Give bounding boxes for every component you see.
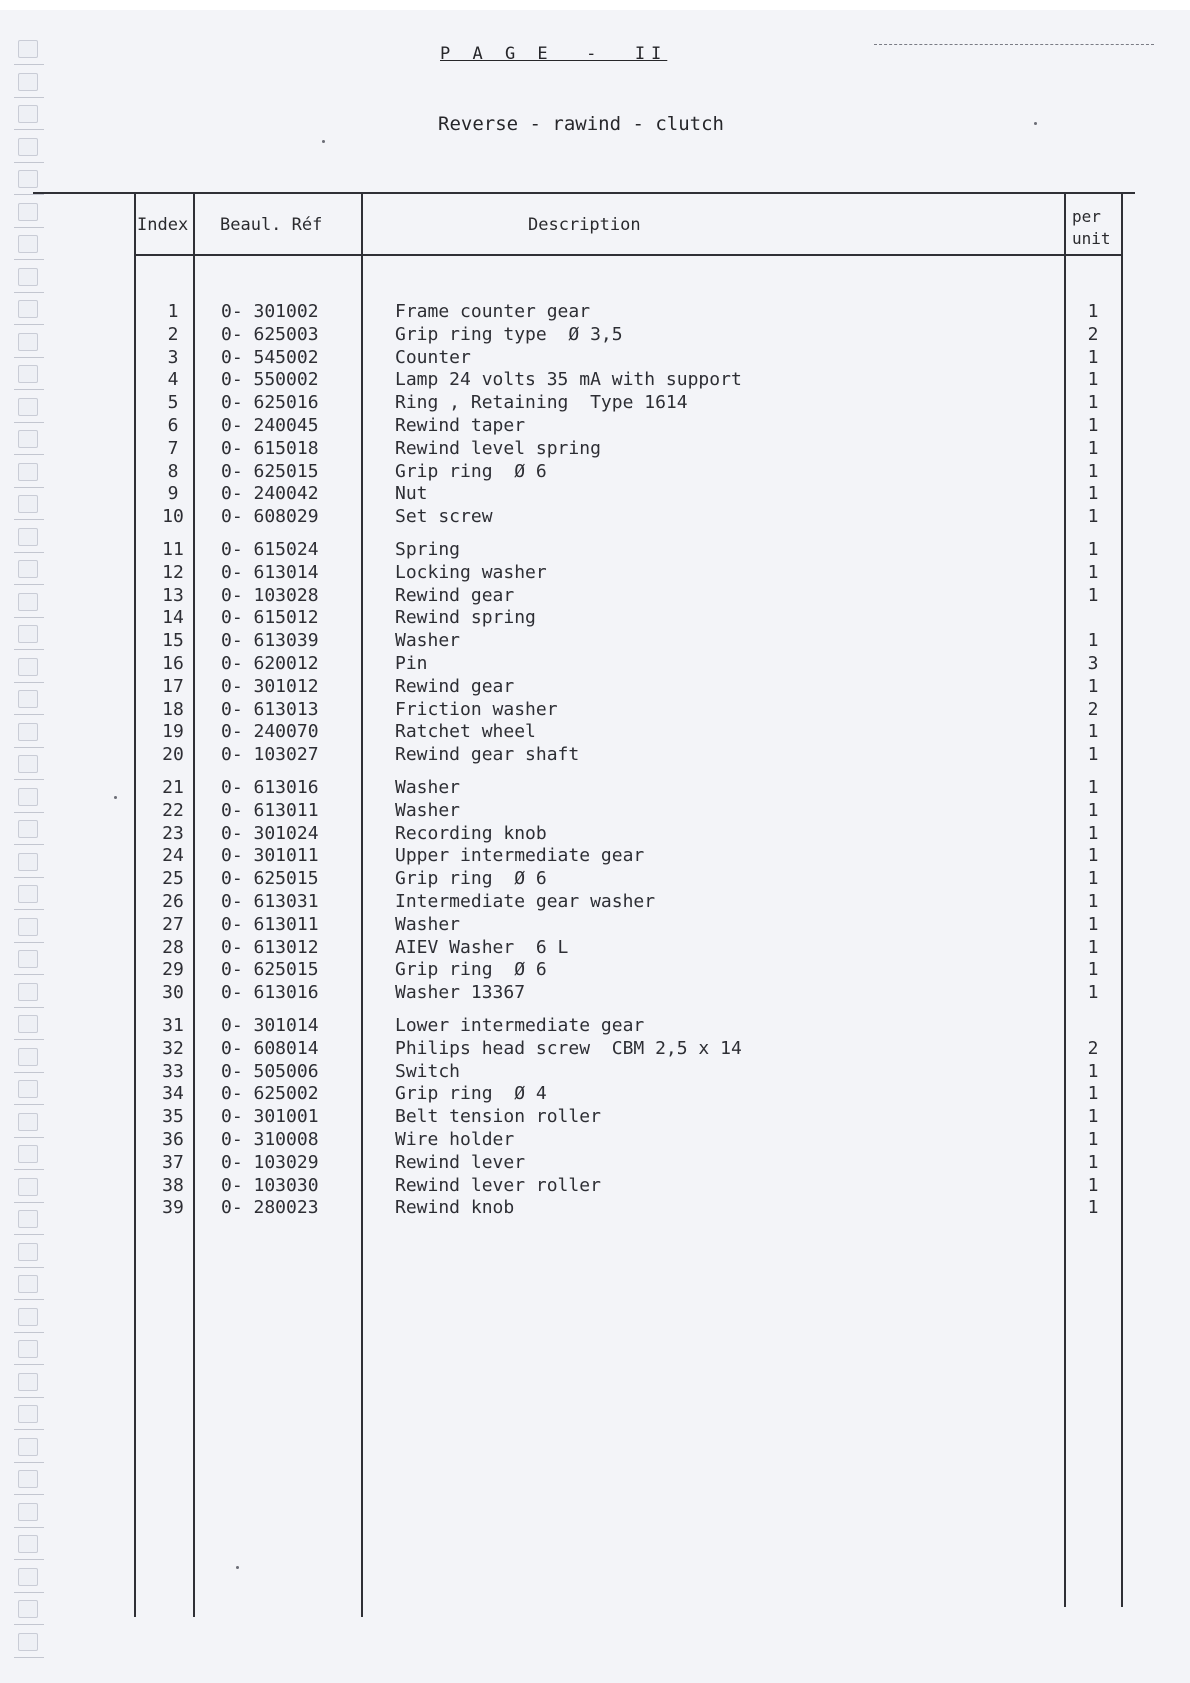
row-qty: 1 (1087, 1129, 1099, 1150)
row-description: Washer (395, 799, 461, 821)
binder-hole (18, 300, 38, 318)
binder-tick (14, 747, 44, 748)
binder-hole (18, 1340, 38, 1358)
row-index: 13 (162, 584, 184, 606)
binder-tick (14, 617, 44, 618)
binder-hole (18, 235, 38, 253)
row-ref: 0- 301011 (221, 845, 319, 867)
row-qty: 1 (1087, 936, 1099, 958)
binder-hole (18, 73, 38, 91)
row-index: 22 (162, 799, 184, 821)
row-ref: 0- 625015 (221, 959, 319, 981)
row-qty: 2 (1087, 1037, 1099, 1059)
row-ref: 0- 545002 (221, 346, 319, 368)
row-description: Washer (395, 630, 461, 652)
binder-tick (14, 1397, 44, 1398)
binder-tick (14, 1104, 44, 1105)
binder-tick (14, 812, 44, 813)
row-qty: 1 (1087, 301, 1099, 322)
row-ref: 0- 613011 (221, 799, 319, 821)
row-description: Lamp 24 volts 35 mA with support (395, 369, 742, 391)
row-ref: 0- 103030 (221, 1174, 319, 1196)
binder-hole (18, 723, 38, 741)
binder-tick (14, 974, 44, 975)
binder-hole (18, 885, 38, 903)
binder-tick (14, 259, 44, 260)
binder-tick (14, 97, 44, 98)
binder-hole (18, 918, 38, 936)
row-ref: 0- 625002 (221, 1083, 319, 1105)
binder-hole (18, 1308, 38, 1326)
row-description: Switch (395, 1060, 461, 1082)
row-qty: 1 (1087, 868, 1099, 890)
row-qty: 1 (1087, 1174, 1099, 1196)
row-ref: 0- 608014 (221, 1037, 319, 1059)
binder-tick (14, 324, 44, 325)
binder-tick (14, 454, 44, 455)
binder-tick (14, 389, 44, 390)
binder-tick (14, 1267, 44, 1268)
row-index: 5 (167, 392, 179, 414)
row-qty: 1 (1087, 506, 1099, 528)
row-qty: 1 (1087, 744, 1099, 766)
row-ref: 0- 301001 (221, 1106, 319, 1128)
row-qty: 1 (1087, 437, 1099, 459)
binder-tick (14, 1624, 44, 1625)
row-description: Recording knob (395, 822, 547, 844)
binder-hole (18, 40, 38, 58)
row-ref: 0- 301014 (221, 1015, 319, 1036)
row-index: 6 (167, 415, 179, 436)
binder-hole (18, 495, 38, 513)
section-title: Reverse - rawind - clutch (438, 113, 724, 135)
binder-tick (14, 162, 44, 163)
row-index: 11 (162, 539, 184, 560)
binder-tick (14, 487, 44, 488)
row-index: 18 (162, 698, 184, 720)
row-index: 37 (162, 1151, 184, 1173)
row-qty: 2 (1087, 698, 1099, 720)
binder-hole (18, 170, 38, 188)
header-per-unit-line1: per (1072, 207, 1101, 226)
row-ref: 0- 615012 (221, 607, 319, 629)
row-qty: 1 (1087, 675, 1099, 697)
row-ref: 0- 301024 (221, 822, 319, 844)
row-index: 16 (162, 653, 184, 674)
binder-tick (14, 714, 44, 715)
row-index: 38 (162, 1174, 184, 1196)
binder-hole (18, 365, 38, 383)
binder-tick (14, 844, 44, 845)
row-ref: 0- 613039 (221, 630, 319, 652)
binder-hole (18, 950, 38, 968)
row-description: Grip ring Ø 6 (395, 868, 547, 890)
binder-hole (18, 593, 38, 611)
row-description: Frame counter gear (395, 301, 591, 322)
binder-hole (18, 1470, 38, 1488)
row-index: 17 (162, 675, 184, 697)
row-description: Spring (395, 539, 461, 560)
binder-hole (18, 658, 38, 676)
table-header-rule (134, 254, 1122, 256)
row-ref: 0- 301002 (221, 301, 319, 322)
row-description: Belt tension roller (395, 1106, 601, 1128)
binder-hole (18, 528, 38, 546)
row-ref: 0- 615018 (221, 437, 319, 459)
binder-tick (14, 1202, 44, 1203)
row-ref: 0- 103029 (221, 1151, 319, 1173)
paper-speck (1034, 122, 1037, 125)
row-description: Rewind taper (395, 415, 526, 436)
row-description: Rewind lever (395, 1151, 526, 1173)
row-qty: 1 (1087, 845, 1099, 867)
row-index: 30 (162, 982, 184, 1004)
binder-tick (14, 1234, 44, 1235)
row-qty: 1 (1087, 913, 1099, 935)
row-description: Locking washer (395, 561, 547, 583)
row-index: 7 (167, 437, 179, 459)
row-qty: 1 (1087, 460, 1099, 482)
row-index: 25 (162, 868, 184, 890)
row-ref: 0- 240045 (221, 415, 319, 436)
binder-hole (18, 1275, 38, 1293)
row-description: Grip ring type Ø 3,5 (395, 323, 623, 345)
row-description: Rewind gear (395, 675, 515, 697)
binder-tick (14, 1527, 44, 1528)
binder-tick (14, 1429, 44, 1430)
binder-tick (14, 682, 44, 683)
row-ref: 0- 280023 (221, 1197, 319, 1219)
row-description: Washer (395, 777, 461, 798)
binder-tick (14, 64, 44, 65)
binder-hole (18, 1113, 38, 1131)
row-qty: 1 (1087, 777, 1099, 798)
binder-tick (14, 194, 44, 195)
binder-hole (18, 820, 38, 838)
binder-hole (18, 463, 38, 481)
row-description: Rewind spring (395, 607, 536, 629)
table-left-border (134, 192, 136, 1617)
row-description: Intermediate gear washer (395, 891, 656, 912)
row-qty: 1 (1087, 891, 1099, 912)
binder-hole (18, 755, 38, 773)
binder-tick (14, 1072, 44, 1073)
row-description: Ring , Retaining Type 1614 (395, 392, 688, 414)
row-index: 23 (162, 822, 184, 844)
binder-hole (18, 1535, 38, 1553)
paper-speck (322, 140, 325, 143)
binder-hole (18, 1503, 38, 1521)
row-description: Set screw (395, 506, 493, 528)
binder-tick (14, 909, 44, 910)
binder-tick (14, 1462, 44, 1463)
binder-hole (18, 138, 38, 156)
row-qty: 1 (1087, 982, 1099, 1004)
row-index: 24 (162, 845, 184, 867)
binder-hole (18, 1015, 38, 1033)
binder-hole (18, 1145, 38, 1163)
table-right-border (1121, 192, 1123, 1607)
row-qty: 1 (1087, 483, 1099, 505)
row-index: 27 (162, 913, 184, 935)
row-qty: 1 (1087, 1151, 1099, 1173)
binder-tick (14, 129, 44, 130)
row-description: Grip ring Ø 6 (395, 460, 547, 482)
paper-speck (236, 1566, 239, 1569)
binder-hole (18, 333, 38, 351)
row-qty: 3 (1087, 653, 1099, 674)
binder-hole (18, 1568, 38, 1586)
binder-tick (14, 1559, 44, 1560)
row-ref: 0- 613016 (221, 777, 319, 798)
row-index: 4 (167, 369, 179, 391)
row-index: 15 (162, 630, 184, 652)
row-ref: 0- 613014 (221, 561, 319, 583)
row-qty: 1 (1087, 539, 1099, 560)
binder-hole (18, 853, 38, 871)
table-top-rule (33, 192, 1135, 194)
row-index: 34 (162, 1083, 184, 1105)
binder-hole (18, 1210, 38, 1228)
binder-hole (18, 1243, 38, 1261)
row-qty: 1 (1087, 346, 1099, 368)
binder-hole (18, 788, 38, 806)
row-index: 8 (167, 460, 179, 482)
binder-hole (18, 398, 38, 416)
page-top-edge (0, 0, 1190, 10)
row-ref: 0- 613031 (221, 891, 319, 912)
row-ref: 0- 625016 (221, 392, 319, 414)
row-ref: 0- 613013 (221, 698, 319, 720)
binder-hole (18, 560, 38, 578)
row-ref: 0- 550002 (221, 369, 319, 391)
row-index: 33 (162, 1060, 184, 1082)
row-description: Rewind level spring (395, 437, 601, 459)
row-description: Grip ring Ø 4 (395, 1083, 547, 1105)
header-index: Index (137, 215, 189, 235)
binder-hole (18, 1405, 38, 1423)
row-index: 19 (162, 721, 184, 743)
binder-hole (18, 105, 38, 123)
row-index: 10 (162, 506, 184, 528)
row-description: Rewind gear shaft (395, 744, 580, 766)
binder-tick (14, 584, 44, 585)
row-qty: 1 (1087, 1083, 1099, 1105)
row-index: 20 (162, 744, 184, 766)
binder-tick (14, 1039, 44, 1040)
binder-hole (18, 1373, 38, 1391)
header-per-unit-line2: unit (1072, 229, 1111, 248)
binder-hole (18, 1080, 38, 1098)
binder-tick (14, 552, 44, 553)
row-index: 32 (162, 1037, 184, 1059)
binder-hole (18, 1048, 38, 1066)
row-description: Lower intermediate gear (395, 1015, 645, 1036)
binder-hole (18, 983, 38, 1001)
row-description: Philips head screw CBM 2,5 x 14 (395, 1037, 742, 1059)
header-description: Description (528, 215, 641, 235)
row-ref: 0- 310008 (221, 1129, 319, 1150)
row-index: 36 (162, 1129, 184, 1150)
binder-tick (14, 1332, 44, 1333)
row-qty: 1 (1087, 822, 1099, 844)
row-index: 28 (162, 936, 184, 958)
row-description: Rewind knob (395, 1197, 515, 1219)
binder-tick (14, 877, 44, 878)
binder-tick (14, 1007, 44, 1008)
row-ref: 0- 240070 (221, 721, 319, 743)
row-ref: 0- 615024 (221, 539, 319, 560)
binder-tick (14, 1657, 44, 1658)
row-ref: 0- 505006 (221, 1060, 319, 1082)
binder-tick (14, 1169, 44, 1170)
header-dashed-rule (874, 44, 1154, 45)
binder-hole-strip (14, 40, 42, 1683)
row-index: 2 (167, 323, 179, 345)
binder-tick (14, 292, 44, 293)
binder-tick (14, 1494, 44, 1495)
row-index: 14 (162, 607, 184, 629)
binder-tick (14, 649, 44, 650)
binder-tick (14, 519, 44, 520)
binder-hole (18, 1600, 38, 1618)
binder-hole (18, 430, 38, 448)
row-description: Grip ring Ø 6 (395, 959, 547, 981)
row-qty: 1 (1087, 1106, 1099, 1128)
binder-tick (14, 1299, 44, 1300)
header-ref: Beaul. Réf (220, 215, 323, 235)
binder-tick (14, 422, 44, 423)
row-description: Pin (395, 653, 428, 674)
row-description: Wire holder (395, 1129, 515, 1150)
binder-tick (14, 779, 44, 780)
row-index: 12 (162, 561, 184, 583)
row-description: AIEV Washer 6 L (395, 936, 569, 958)
row-description: Friction washer (395, 698, 558, 720)
row-description: Upper intermediate gear (395, 845, 645, 867)
row-description: Rewind lever roller (395, 1174, 601, 1196)
column-divider-description (1064, 192, 1066, 1607)
row-ref: 0- 103028 (221, 584, 319, 606)
row-index: 29 (162, 959, 184, 981)
binder-tick (14, 357, 44, 358)
row-index: 9 (167, 483, 179, 505)
row-qty: 1 (1087, 959, 1099, 981)
row-description: Washer 13367 (395, 982, 526, 1004)
row-index: 3 (167, 346, 179, 368)
binder-hole (18, 1438, 38, 1456)
row-qty: 1 (1087, 1060, 1099, 1082)
row-ref: 0- 613016 (221, 982, 319, 1004)
row-index: 1 (167, 301, 179, 322)
row-index: 35 (162, 1106, 184, 1128)
binder-hole (18, 268, 38, 286)
row-qty: 1 (1087, 369, 1099, 391)
binder-tick (14, 227, 44, 228)
row-ref: 0- 240042 (221, 483, 319, 505)
row-qty: 2 (1087, 323, 1099, 345)
row-qty: 1 (1087, 415, 1099, 436)
row-qty: 1 (1087, 721, 1099, 743)
row-index: 31 (162, 1015, 184, 1036)
binder-hole (18, 203, 38, 221)
binder-hole (18, 690, 38, 708)
row-qty: 1 (1087, 630, 1099, 652)
row-ref: 0- 625015 (221, 868, 319, 890)
page-title: P A G E - II (440, 44, 668, 64)
row-qty: 1 (1087, 561, 1099, 583)
binder-hole (18, 1633, 38, 1651)
row-index: 26 (162, 891, 184, 912)
row-index: 39 (162, 1197, 184, 1219)
row-description: Nut (395, 483, 428, 505)
row-ref: 0- 620012 (221, 653, 319, 674)
binder-tick (14, 1137, 44, 1138)
row-ref: 0- 301012 (221, 675, 319, 697)
row-ref: 0- 608029 (221, 506, 319, 528)
paper-speck (114, 796, 117, 799)
row-qty: 1 (1087, 392, 1099, 414)
row-ref: 0- 625003 (221, 323, 319, 345)
row-index: 21 (162, 777, 184, 798)
binder-tick (14, 942, 44, 943)
row-ref: 0- 613012 (221, 936, 319, 958)
row-ref: 0- 613011 (221, 913, 319, 935)
row-ref: 0- 103027 (221, 744, 319, 766)
binder-hole (18, 1178, 38, 1196)
binder-tick (14, 1592, 44, 1593)
row-description: Rewind gear (395, 584, 515, 606)
row-ref: 0- 625015 (221, 460, 319, 482)
binder-hole (18, 625, 38, 643)
row-qty: 1 (1087, 799, 1099, 821)
row-description: Ratchet wheel (395, 721, 536, 743)
header-per-unit (1072, 206, 1128, 250)
row-description: Counter (395, 346, 471, 368)
row-description: Washer (395, 913, 461, 935)
binder-tick (14, 1364, 44, 1365)
row-qty: 1 (1087, 1197, 1099, 1219)
row-qty: 1 (1087, 584, 1099, 606)
